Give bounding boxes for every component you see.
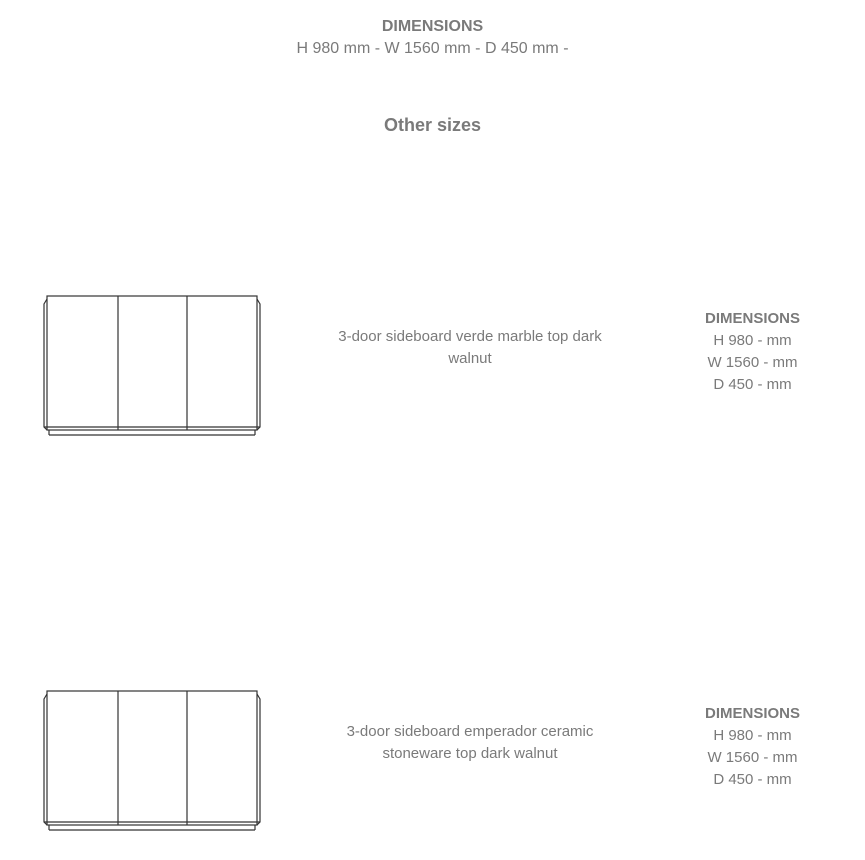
sideboard-drawing xyxy=(40,685,265,835)
product-dimensions-title: DIMENSIONS xyxy=(704,310,800,327)
main-dimensions-title: DIMENSIONS xyxy=(381,18,484,35)
product-item xyxy=(0,685,865,835)
sideboard-drawing xyxy=(40,290,265,440)
product-dimensions xyxy=(680,308,825,396)
main-dimensions-values: H 980 mm - W 1560 mm - D 450 mm - xyxy=(296,40,569,57)
product-item xyxy=(0,290,865,440)
product-dimensions xyxy=(680,703,825,791)
product-description-line: 3-door sideboard emperador ceramic xyxy=(346,723,594,740)
product-depth: D 450 - mm xyxy=(713,376,792,393)
main-dimensions xyxy=(0,16,865,60)
other-sizes-heading: Other sizes xyxy=(383,115,482,135)
product-height: H 980 - mm xyxy=(713,727,792,744)
product-dimensions-title: DIMENSIONS xyxy=(704,705,800,722)
product-description-line: walnut xyxy=(448,350,492,367)
product-width: W 1560 - mm xyxy=(707,354,798,371)
product-description xyxy=(300,326,640,370)
product-depth: D 450 - mm xyxy=(713,771,792,788)
product-width: W 1560 - mm xyxy=(707,749,798,766)
product-description xyxy=(300,721,640,765)
product-height: H 980 - mm xyxy=(713,332,792,349)
product-description-line: 3-door sideboard verde marble top dark xyxy=(338,328,602,345)
product-description-line: stoneware top dark walnut xyxy=(382,745,558,762)
